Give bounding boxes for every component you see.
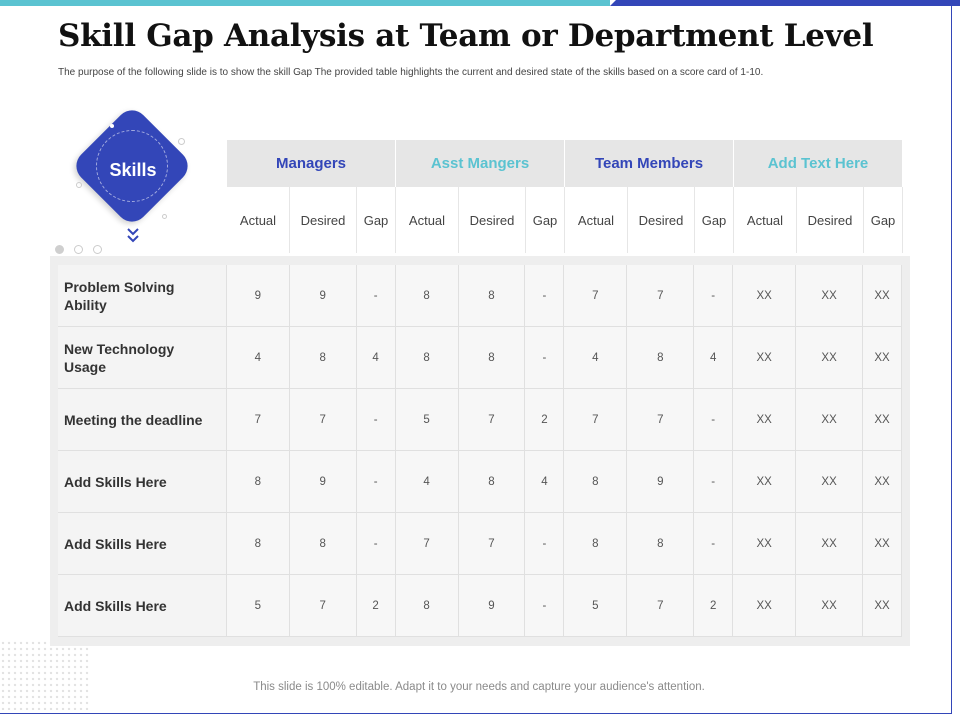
table-cell: -: [357, 265, 396, 326]
decor-circle: [162, 214, 167, 219]
table-cell: -: [525, 265, 564, 326]
footer-note: This slide is 100% editable. Adapt it to your needs and capture your audience's attention.: [253, 681, 705, 693]
table-cell: 7: [290, 389, 357, 450]
right-border-line: [951, 6, 952, 714]
table-cell: 9: [459, 575, 526, 636]
table-cell: 8: [396, 327, 459, 388]
skill-name: Problem Solving Ability: [58, 265, 227, 326]
table-cell: XX: [733, 513, 796, 574]
skills-badge: [58, 104, 208, 254]
table-cell: 8: [396, 575, 459, 636]
bottom-border-line: [0, 713, 952, 714]
table-cell: 8: [227, 513, 290, 574]
table-cell: -: [525, 575, 564, 636]
table-row: [58, 513, 902, 575]
table-cell: -: [694, 451, 733, 512]
subheader-gap: Gap: [695, 187, 734, 253]
dot-indicator: [93, 245, 102, 254]
group-header-asst-managers: Asst Mangers: [396, 140, 565, 187]
dot-indicator: [74, 245, 83, 254]
group-header-team-members: Team Members: [565, 140, 734, 187]
table-cell: 2: [357, 575, 396, 636]
table-cell: 8: [227, 451, 290, 512]
table-cell: XX: [863, 265, 902, 326]
table-cell: 8: [459, 451, 526, 512]
table-cell: 9: [290, 265, 357, 326]
table-cell: 8: [290, 513, 357, 574]
table-cell: -: [694, 389, 733, 450]
table-cell: 4: [564, 327, 627, 388]
subheader-desired: Desired: [290, 187, 357, 253]
table-cell: 7: [627, 265, 694, 326]
subheader-gap: Gap: [526, 187, 565, 253]
table-cell: XX: [733, 265, 796, 326]
table-cell: XX: [796, 575, 863, 636]
table-cell: 8: [459, 327, 526, 388]
table-cell: 7: [564, 265, 627, 326]
table-cell: 7: [459, 513, 526, 574]
table-cell: 7: [290, 575, 357, 636]
subheader-row: [227, 187, 903, 253]
subheader-actual: Actual: [565, 187, 628, 253]
table-cell: XX: [863, 575, 902, 636]
table-cell: 9: [227, 265, 290, 326]
page-subtitle: The purpose of the following slide is to show the skill Gap The provided table highlights the current and desired state of the skills based on a score card of 1-10.: [58, 67, 764, 78]
table-cell: XX: [863, 327, 902, 388]
subheader-actual: Actual: [396, 187, 459, 253]
table-cell: -: [694, 513, 733, 574]
table-cell: 4: [694, 327, 733, 388]
group-header-add-text: Add Text Here: [734, 140, 903, 187]
table-cell: 8: [564, 513, 627, 574]
double-chevron-down-icon: [125, 224, 141, 246]
table-cell: XX: [863, 451, 902, 512]
skills-table-body: [58, 265, 902, 637]
table-cell: 5: [396, 389, 459, 450]
table-row: [58, 451, 902, 513]
table-cell: -: [694, 265, 733, 326]
skills-label: Skills: [109, 160, 157, 180]
decor-dot: [110, 124, 114, 128]
table-cell: 7: [227, 389, 290, 450]
table-cell: XX: [733, 451, 796, 512]
table-cell: -: [357, 451, 396, 512]
table-cell: 8: [627, 513, 694, 574]
table-cell: XX: [863, 389, 902, 450]
subheader-desired: Desired: [459, 187, 526, 253]
table-cell: -: [357, 389, 396, 450]
table-cell: 4: [396, 451, 459, 512]
decor-circle: [76, 182, 82, 188]
skill-name: New Technology Usage: [58, 327, 227, 388]
dot-indicator: [55, 245, 64, 254]
table-row: [58, 575, 902, 637]
table-cell: -: [525, 513, 564, 574]
subheader-gap: Gap: [864, 187, 903, 253]
subheader-actual: Actual: [227, 187, 290, 253]
table-cell: XX: [796, 389, 863, 450]
table-cell: 5: [564, 575, 627, 636]
table-cell: 9: [627, 451, 694, 512]
skill-name: Add Skills Here: [58, 513, 227, 574]
table-cell: 4: [357, 327, 396, 388]
table-cell: XX: [796, 265, 863, 326]
decor-circle: [178, 138, 185, 145]
table-cell: 9: [290, 451, 357, 512]
subheader-actual: Actual: [734, 187, 797, 253]
skill-name: Meeting the deadline: [58, 389, 227, 450]
subheader-gap: Gap: [357, 187, 396, 253]
skill-name: Add Skills Here: [58, 451, 227, 512]
table-cell: XX: [733, 389, 796, 450]
table-cell: XX: [733, 575, 796, 636]
halftone-decoration: [0, 640, 90, 710]
table-row: [58, 265, 902, 327]
table-cell: 8: [627, 327, 694, 388]
table-cell: 7: [459, 389, 526, 450]
table-cell: XX: [796, 327, 863, 388]
table-row: [58, 327, 902, 389]
table-row: [58, 389, 902, 451]
subheader-desired: Desired: [628, 187, 695, 253]
table-cell: 8: [459, 265, 526, 326]
skill-name: Add Skills Here: [58, 575, 227, 636]
table-cell: 7: [627, 575, 694, 636]
table-cell: 4: [525, 451, 564, 512]
top-accent-bar-teal: [0, 0, 610, 6]
table-cell: 2: [525, 389, 564, 450]
table-cell: XX: [796, 451, 863, 512]
table-cell: 8: [290, 327, 357, 388]
table-cell: XX: [863, 513, 902, 574]
table-cell: 7: [564, 389, 627, 450]
page-title: Skill Gap Analysis at Team or Department Level: [58, 18, 874, 54]
table-cell: -: [525, 327, 564, 388]
table-cell: 4: [227, 327, 290, 388]
table-cell: 8: [564, 451, 627, 512]
table-cell: 5: [227, 575, 290, 636]
table-cell: 8: [396, 265, 459, 326]
table-cell: -: [357, 513, 396, 574]
table-cell: 2: [694, 575, 733, 636]
table-cell: 7: [396, 513, 459, 574]
table-cell: XX: [796, 513, 863, 574]
group-header-row: [227, 140, 903, 187]
top-accent-bar-blue: [610, 0, 960, 6]
table-cell: XX: [733, 327, 796, 388]
table-cell: 7: [627, 389, 694, 450]
group-header-managers: Managers: [227, 140, 396, 187]
subheader-desired: Desired: [797, 187, 864, 253]
